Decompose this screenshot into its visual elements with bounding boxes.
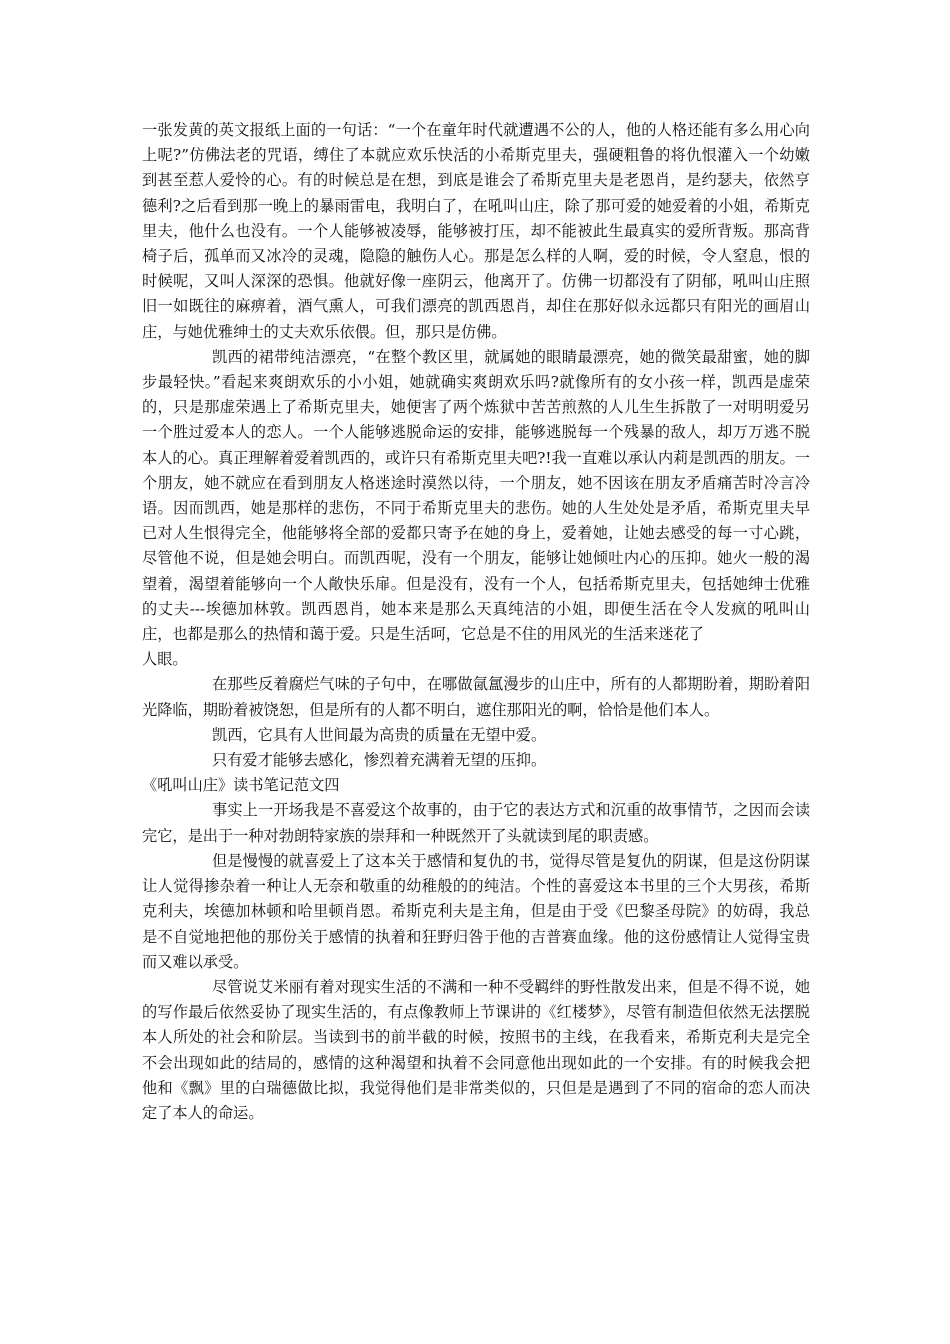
paragraph-1: 一张发黄的英文报纸上面的一句话：“一个在童年时代就遭遇不公的人，他的人格还能有多么用心向上呢?”仿佛法老的咒语，缚住了本就应欢乐快活的小希斯克里夫，强硬粗鲁的将仇恨灌入一个幼嫩到甚至惹人爱怜的心。有的时候总是在想，到底是谁会了希斯克里夫是老恩肖，是约瑟夫，依然亨德利?之后看到那一晚上的暴雨雷电，我明白了，在吼叫山庄，除了那可爱的她爱着的小姐，希斯克里夫，他什么也没有。一个人能够被凌辱，能够被打压，却不能被此生最真实的爱所背叛。那高背椅子后，孤单而又冰冷的灵魂，隐隐的触伤人心。那是怎么样的人啊，爱的时候，令人窒息，恨的时候呢，又叫人深深的恐惧。他就好像一座阴云，他离开了。仿佛一切都没有了阴郁，吼叫山庄照旧一如既往的麻痹着，酒气熏人，可我们漂亮的凯西恩肖，却住在那好似永远都只有阳光的画眉山庄，与她优雅绅士的丈夫欢乐依偎。但，那只是仿佛。 (142, 121, 810, 341)
section-title: 《吼叫山庄》读书笔记范文四 (142, 776, 340, 795)
paragraph-4: 凯西，它具有人世间最为高贵的质量在无望中爱。 (212, 725, 547, 744)
paragraph-5: 只有爱才能够去感化，惨烈着充满着无望的压抑。 (212, 751, 547, 770)
document-page (142, 118, 810, 1126)
paragraph-8: 尽管说艾米丽有着对现实生活的不满和一种不受羁绊的野性散发出来，但是不得不说，她的写作最后依然妥协了现实生活的，有点像教师上节课讲的《红楼梦》，尽管有制造但依然无法摆脱本人所处的社会和阶层。当读到书的前半截的时候，按照书的主线，在我看来，希斯克利夫是完全不会出现如此的结局的，感情的这种渴望和执着不会同意他出现如此的一个安排。有的时候我会把他和《飘》里的白瑞德做比拟，我觉得他们是非常类似的，只但是是遇到了不同的宿命的恋人而决定了本人的命运。 (142, 977, 810, 1122)
paragraph-6: 事实上一开场我是不喜爱这个故事的，由于它的表达方式和沉重的故事情节，之因而会读完它，是出于一种对勃朗特家族的崇拜和一种既然开了头就读到尾的职责感。 (142, 801, 810, 845)
paragraph-2-continued: 人眼。 (142, 650, 188, 669)
paragraph-7: 但是慢慢的就喜爱上了这本关于感情和复仇的书，觉得尽管是复仇的阴谋，但是这份阴谋让人觉得掺杂着一种让人无奈和敬重的幼稚般的的纯洁。个性的喜爱这本书里的三个大男孩，希斯克利夫，埃德加林顿和哈里顿肖恩。希斯克利夫是主角，但是由于受《巴黎圣母院》的妨碍，我总是不自觉地把他的那份关于感情的执着和狂野归咎于他的吉普赛血缘。他的这份感情让人觉得宝贵而又难以承受。 (142, 851, 810, 971)
paragraph-3: 在那些反着腐烂气味的子句中，在哪做氤氲漫步的山庄中，所有的人都期盼着，期盼着阳光降临，期盼着被饶恕，但是所有的人都不明白，遮住那阳光的啊，恰恰是他们本人。 (142, 675, 810, 719)
paragraph-2: 凯西的裙带纯洁漂亮，“在整个教区里，就属她的眼睛最漂亮，她的微笑最甜蜜，她的脚步最轻快。”看起来爽朗欢乐的小小姐，她就确实爽朗欢乐吗?就像所有的女小孩一样，凯西是虚荣的，只是那虚荣遇上了希斯克里夫，她便害了两个炼狱中苦苦煎熬的人儿生生拆散了一对明明爱另一个胜过爱本人的恋人。一个人能够逃脱命运的安排，能够逃脱每一个残暴的敌人，却万万逃不脱本人的心。真正理解着爱着凯西的，或许只有希斯克里夫吧?!我一直难以承认内莉是凯西的朋友。一个朋友，她不就应在看到朋友人格迷途时漠然以待，一个朋友，她不因该在朋友矛盾痛苦时冷言冷语。因而凯西，她是那样的悲伤，不同于希斯克里夫的悲伤。她的人生处处是矛盾，希斯克里夫早已对人生恨得完全，他能够将全部的爱都只寄予在她的身上，爱着她，让她去感受的每一寸心跳，尽管他不说，但是她会明白。而凯西呢，没有一个朋友，能够让她倾吐内心的压抑。她火一般的渴望着，渴望着能够向一个人敞快乐扉。但是没有，没有一个人，包括希斯克里夫，包括她绅士优雅的丈夫---埃德加林敦。凯西恩肖，她本来是那么天真纯洁的小姐，即便生活在令人发疯的吼叫山庄，也都是那么的热情和蔼于爱。只是生活呵，它总是不住的用风光的生活来迷花了 (142, 347, 810, 644)
